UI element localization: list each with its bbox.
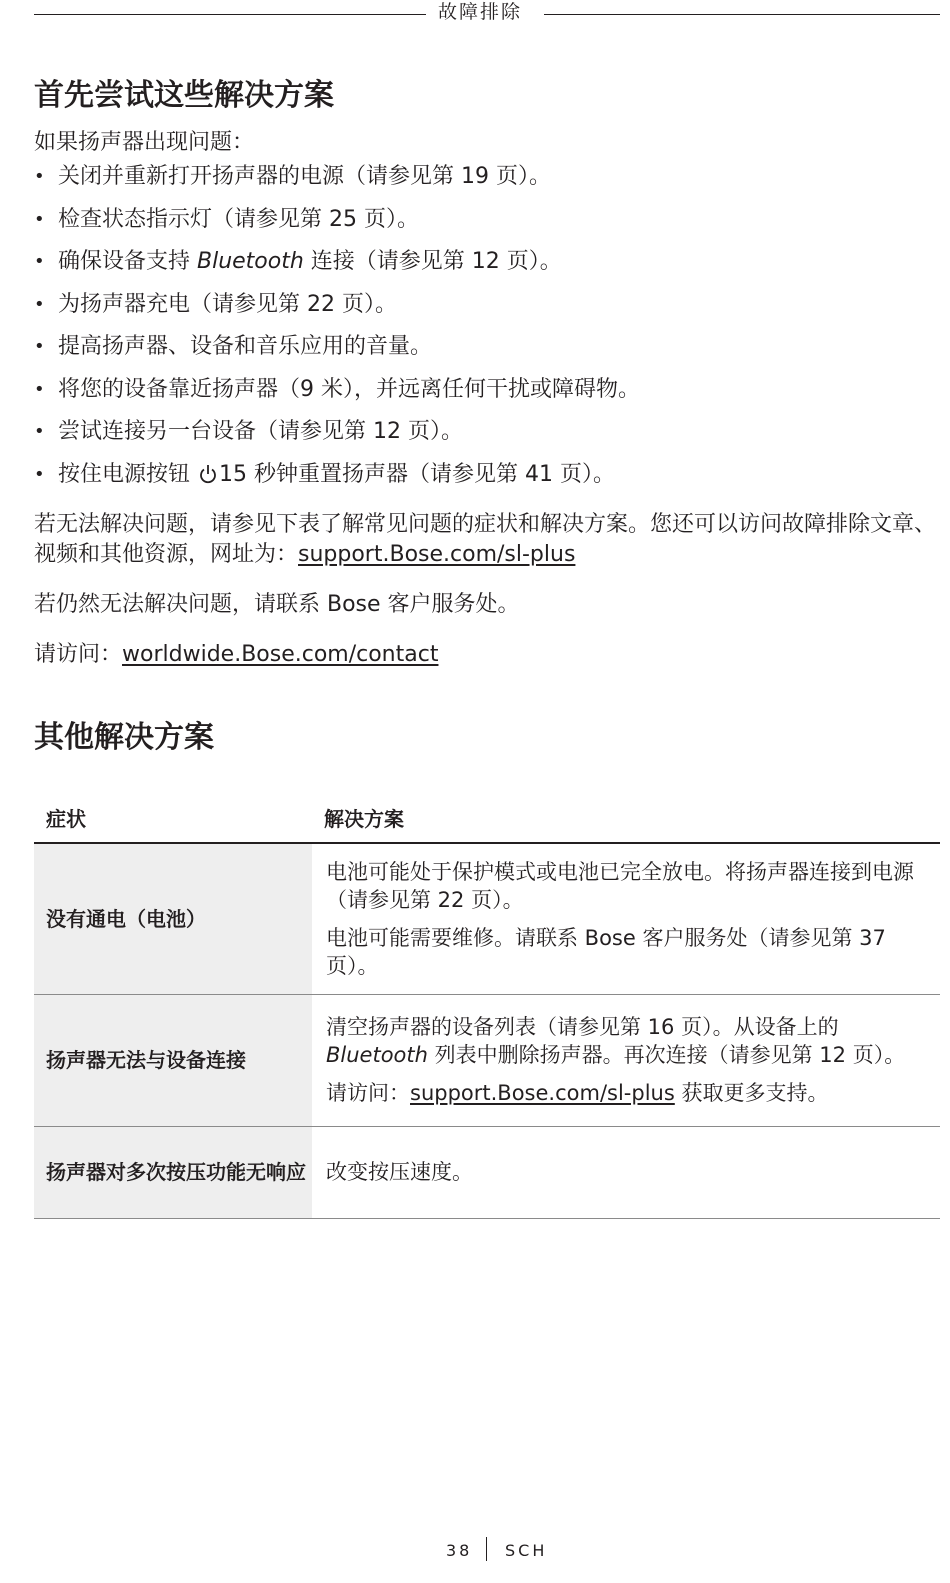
section-title-first-solutions: 首先尝试这些解决方案 xyxy=(34,78,334,113)
header-rule-right xyxy=(544,14,940,15)
contact-paragraph: 若仍然无法解决问题，请联系 Bose 客户服务处。 xyxy=(34,591,520,617)
list-item: • 将您的设备靠近扬声器（9 米），并远离任何干扰或障碍物。 xyxy=(34,375,940,405)
list-item: • 尝试连接另一台设备（请参见第 12 页）。 xyxy=(34,417,940,447)
footer-divider xyxy=(486,1537,487,1561)
list-item: • 提高扬声器、设备和音乐应用的音量。 xyxy=(34,332,940,362)
page-footer xyxy=(0,1537,950,1563)
section-title-other-solutions: 其他解决方案 xyxy=(34,719,214,755)
bullet-icon: • xyxy=(34,336,45,357)
page-header xyxy=(34,0,940,30)
list-item: • 确保设备支持 Bluetooth 连接（请参见第 12 页）。 xyxy=(34,247,940,277)
list-item: • 按住电源按钮 15 秒钟重置扬声器（请参见第 41 页）。 xyxy=(34,460,940,490)
solutions-list xyxy=(34,162,940,490)
page-content xyxy=(34,76,940,1219)
bullet-icon: • xyxy=(34,378,45,400)
support-link[interactable]: support.Bose.com/sl-plus xyxy=(410,1081,675,1105)
contact-link[interactable]: worldwide.Bose.com/contact xyxy=(122,641,439,667)
power-icon xyxy=(199,464,217,484)
header-title: 故障排除 xyxy=(438,1,523,23)
column-header-symptom: 症状 xyxy=(34,796,312,843)
solution-text: 改变按压速度。 xyxy=(326,1160,473,1184)
solution-cell xyxy=(312,843,940,995)
support-link[interactable]: support.Bose.com/sl-plus xyxy=(298,541,576,567)
bullet-icon: • xyxy=(34,293,45,315)
solution-text: 清空扬声器的设备列表（请参见第 16 页）。从设备上的 Bluetooth 列表中删除扬声器。再次连接（请参见第 12 页）。 xyxy=(326,1015,906,1067)
list-item: • 关闭并重新打开扬声器的电源（请参见第 19 页）。 xyxy=(34,162,940,192)
solution-cell xyxy=(312,1126,940,1218)
solution-text: 请访问：support.Bose.com/sl-plus 获取更多支持。 xyxy=(326,1081,829,1105)
symptom-cell: 扬声器无法与设备连接 xyxy=(34,994,312,1126)
symptom-cell: 扬声器对多次按压功能无响应 xyxy=(34,1126,312,1218)
troubleshooting-table xyxy=(34,796,940,1219)
table-row xyxy=(34,1126,940,1218)
table-row xyxy=(34,994,940,1126)
page-number: 38 xyxy=(446,1541,473,1560)
intro-text: 如果扬声器出现问题： xyxy=(34,130,255,155)
list-item: • 检查状态指示灯（请参见第 25 页）。 xyxy=(34,205,940,235)
list-item: • 为扬声器充电（请参见第 22 页）。 xyxy=(34,290,940,320)
bullet-icon: • xyxy=(34,463,45,485)
visit-paragraph: 请访问：worldwide.Bose.com/contact xyxy=(34,641,439,667)
solution-text: 电池可能处于保护模式或电池已完全放电。将扬声器连接到电源（请参见第 22 页）。 xyxy=(326,859,914,912)
troubleshoot-paragraph: 若无法解决问题，请参见下表了解常见问题的症状和解决方案。您还可以访问故障排除文章、视频和其他资源，网址为：support.Bose.com/sl-plus xyxy=(34,511,937,567)
bullet-icon: • xyxy=(34,208,45,230)
bullet-icon: • xyxy=(34,421,45,442)
table-row xyxy=(34,843,940,995)
solution-cell xyxy=(312,994,940,1126)
table-header-row xyxy=(34,796,940,843)
solution-text: 电池可能需要维修。请联系 Bose 客户服务处（请参见第 37 页）。 xyxy=(326,925,886,978)
bullet-icon: • xyxy=(34,166,45,187)
symptom-cell: 没有通电（电池） xyxy=(34,843,312,995)
language-code: SCH xyxy=(505,1541,548,1560)
header-rule-left xyxy=(34,14,426,15)
bullet-icon: • xyxy=(34,251,45,272)
column-header-solution: 解决方案 xyxy=(312,796,940,843)
